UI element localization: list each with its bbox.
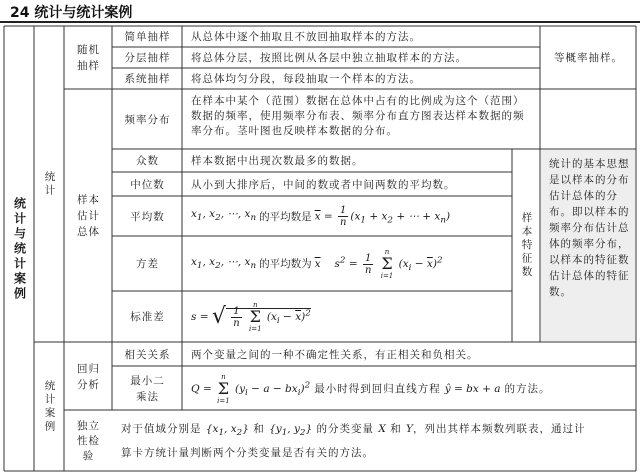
- variance-desc: [183, 237, 512, 291]
- variance-vars: $x_1$, $x_2$, ⋯, $x_n$: [191, 255, 257, 272]
- independence-text-c: 的分类变量: [316, 423, 375, 435]
- section-cases-label: 统计案例: [43, 380, 56, 434]
- sampling-name-systematic: 系统抽样: [124, 73, 171, 85]
- least-squares-text: 最小时得到回归直线方程: [314, 382, 441, 395]
- regression-equation: ŷ = bx + a: [444, 382, 501, 395]
- variable-y: Y: [406, 423, 413, 435]
- main-category-label: 统计与统计案例: [12, 196, 27, 302]
- least-squares-name-cell: [113, 367, 182, 410]
- independence-label: 独立性检验: [77, 419, 100, 462]
- variance-mean-symbol: $\overline{x}$: [314, 258, 321, 270]
- freq-name: 频率分布: [124, 113, 171, 126]
- sampling-name-simple: 简单抽样: [124, 31, 171, 43]
- least-squares-desc: [183, 367, 636, 410]
- correlation-name: 相关关系: [124, 348, 171, 361]
- freq-desc: 在样本中某个（范围）数据在总体中占有的比例成为这个（范围）数据的频率，使用频率分布表、频率分布直方图表达样本数据的频率分布。茎叶图也反映样本数据的分布。: [191, 95, 525, 137]
- regression-group-label: 回归分析: [77, 362, 100, 391]
- mean-vars: $x_1$, $x_2$, ⋯, $x_n$: [191, 208, 257, 224]
- variance-desc-text: 的平均数为: [259, 258, 312, 270]
- variance-formula: $s^2$ = $\frac{1}{n}$ n Σ i=1 $(x_i - \overline{x})^2$: [334, 248, 443, 280]
- section-statistics-label: 统计: [43, 171, 56, 198]
- median-desc: 从小到大排序后，中间的数或者中间两数的平均数。: [191, 178, 456, 191]
- independence-text-e: ，列出其样本频数列联表，通过计: [412, 423, 586, 435]
- sampling-group-label: 随机抽样: [77, 44, 100, 72]
- independence-cell: [65, 411, 112, 471]
- correlation-desc: 两个变量之间的一种不确定性关系，有正相关和负相关。: [191, 348, 479, 361]
- section-cases: [35, 343, 64, 471]
- mode-desc: 样本数据中出现次数最多的数据。: [191, 155, 364, 167]
- least-squares-end: 的方法。: [504, 382, 551, 395]
- mean-desc-text: 的平均数是: [259, 210, 312, 223]
- sampling-desc-stratified: 将总体分层，按照比例从各层中独立抽取样本的方法。: [191, 52, 467, 64]
- regression-group: [65, 343, 112, 410]
- median-name: 中位数: [130, 178, 165, 191]
- sampling-note: 等概率抽样。: [554, 52, 623, 64]
- section-statistics: [35, 27, 64, 342]
- features-label-cell: [513, 150, 540, 342]
- independence-text-a: 对于值域分别是: [121, 423, 202, 435]
- mean-desc: [183, 197, 512, 236]
- set-y: {$y_1$, $y_2$}: [269, 423, 313, 439]
- independence-desc: [113, 411, 636, 471]
- sampling-group: [65, 27, 112, 89]
- variable-x: X: [378, 423, 386, 435]
- set-x: {$x_1$, $x_2$}: [205, 423, 249, 439]
- sampling-desc-systematic: 将总体均匀分段，每段抽取一个样本的方法。: [191, 73, 421, 85]
- independence-line-2: 算卡方统计量判断两个分类变量是否有关的方法。: [121, 447, 374, 460]
- independence-text-d: 和: [390, 423, 402, 435]
- features-label: 样本特征数: [520, 212, 533, 280]
- stddev-formula: s = √ $\frac{1}{n}$ n Σ i=1 $(x_i - \overline{x})^2$: [191, 301, 311, 333]
- independence-text-b: 和: [253, 423, 265, 435]
- least-squares-formula: Q = n Σ i=1 $(y_i - a - bx_i)^2$: [191, 372, 311, 405]
- sampling-name-stratified: 分层抽样: [124, 52, 171, 64]
- estimate-group: [65, 90, 112, 342]
- estimate-group-label: 样本估计总体: [77, 194, 100, 238]
- mean-formula: $\overline{x}$ = $\frac{1}{n}$ ($x_1 + x_2$ + ⋯ + $x_n$): [314, 205, 451, 228]
- independence-line-1: [121, 419, 630, 443]
- mean-name: 平均数: [130, 210, 165, 223]
- stddev-name: 标准差: [130, 311, 165, 323]
- estimate-idea: 统计的基本思想是以样本的分布估计总体的分布。即以样本的频率分布估计总体的频率分布，以样本的特征数估计总体的特征数。: [549, 158, 630, 298]
- page-title: 24 统计与统计案例: [10, 5, 133, 21]
- least-squares-name: 最小二乘法: [130, 374, 165, 403]
- variance-name: 方差: [136, 258, 159, 270]
- sampling-desc-simple: 从总体中逐个抽取且不放回抽取样本的方法。: [191, 31, 421, 43]
- mode-name: 众数: [136, 155, 159, 167]
- stddev-desc: [183, 292, 512, 342]
- main-category: [5, 27, 34, 471]
